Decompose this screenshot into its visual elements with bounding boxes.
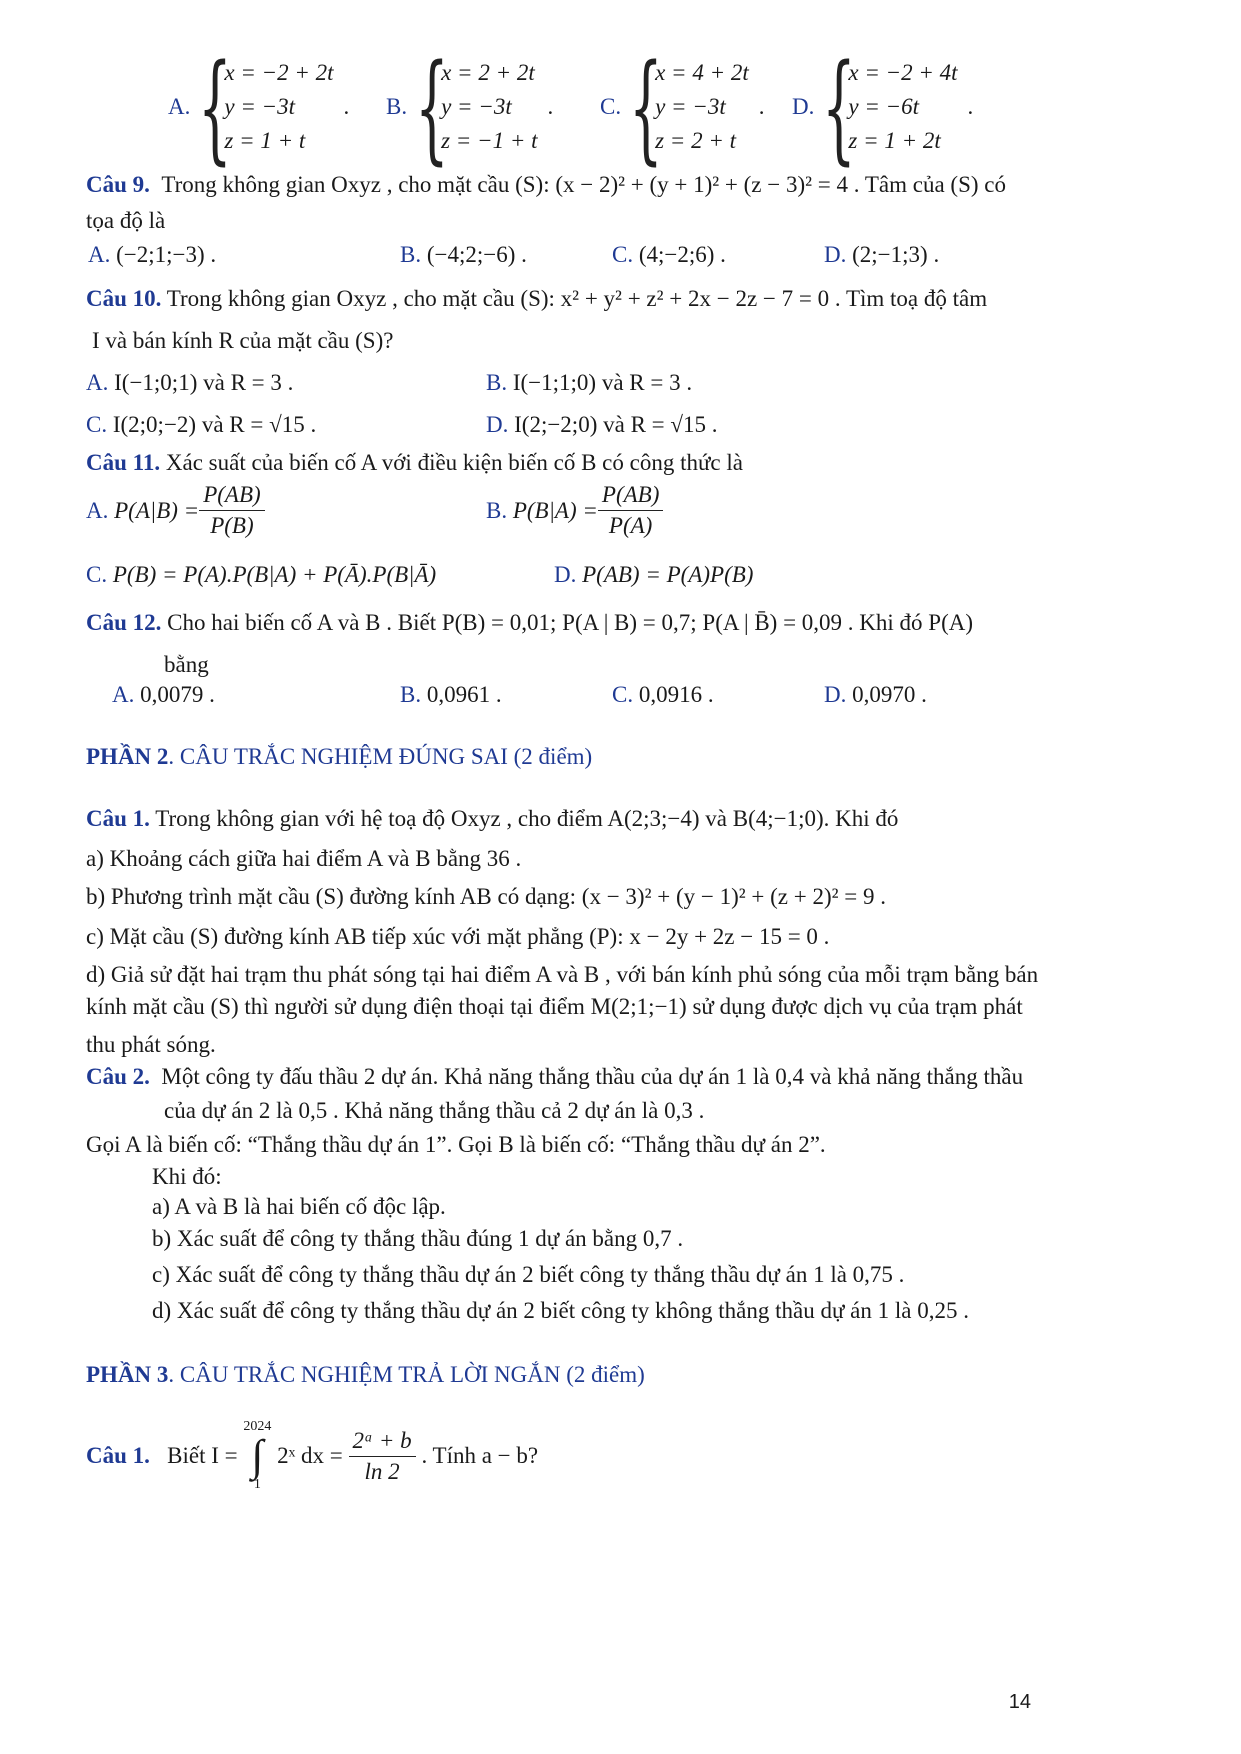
q9-stem: Câu 9. Trong không gian Oxyz , cho mặt cầu (S): (x − 2)² + (y + 1)² + (z − 3)² = 4 . Tâm của (S) có [86,172,1006,197]
q12-option-c: C. 0,0916 . [612,682,714,707]
p2q2-events: Gọi A là biến cố: “Thắng thầu dự án 1”. Gọi B là biến cố: “Thắng thầu dự án 2”. [86,1132,826,1157]
p2q2-b: b) Xác suất để công ty thắng thầu đúng 1 dự án bằng 0,7 . [152,1226,684,1251]
fraction: $\frac{P(AB)}{P(A)}$ [598,480,663,541]
p2q1-d-line2: kính mặt cầu (S) thì người sử dụng điện thoại tại điểm M(2;1;−1) sử dụng được dịch vụ của trạm phát [86,994,1023,1019]
q8-option-b: B. { x = 2 + 2t y = −3t z = −1 + t . [386,38,554,176]
p2q2-stem-cont: của dự án 2 là 0,5 . Khả năng thắng thầu cả 2 dự án là 0,3 . [164,1098,705,1123]
q9-option-c: C. (4;−2;6) . [612,242,726,267]
q10-stem: Câu 10. Trong không gian Oxyz , cho mặt cầu (S): x² + y² + z² + 2x − 2z − 7 = 0 . Tìm toạ độ tâm [86,286,988,311]
p2q1-d-line3: thu phát sóng. [86,1032,216,1057]
q11-stem: Câu 11. Xác suất của biến cố A với điều kiện biến cố B có công thức là [86,450,743,475]
p2q2-stem: Câu 2. Một công ty đấu thầu 2 dự án. Khả năng thắng thầu của dự án 1 là 0,4 và khả năng thắng thầu [86,1064,1024,1089]
q9-stem-cont: tọa độ là [86,208,166,233]
p2q2-d: d) Xác suất để công ty thắng thầu dự án 2 biết công ty không thắng thầu dự án 1 là 0,25 . [152,1298,969,1323]
p3q1-stem: Câu 1. Biết I = 2024 ∫ 1 2ˣ dx = $\frac{\text{2ᵃ + b}}{\ln 2}$ . Tính a − b? [86,1419,539,1492]
q8-option-c: C. { x = 4 + 2t y = −3t z = 2 + t . [600,38,765,176]
brace: { [629,38,663,176]
p2q2-c: c) Xác suất để công ty thắng thầu dự án 2 biết công ty thắng thầu dự án 1 là 0,75 . [152,1262,905,1287]
fraction: $\frac{\text{2ᵃ + b}}{\ln 2}$ [349,1426,416,1487]
q9-option-b: B. (−4;2;−6) . [400,242,527,267]
part3-heading: PHẦN 3. CÂU TRẮC NGHIỆM TRẢ LỜI NGẮN (2 điểm) [86,1362,645,1387]
q11-option-d: D. P(AB) = P(A)P(B) [554,562,754,587]
fraction: $\frac{P(AB)}{P(B)}$ [199,480,264,541]
q10-option-a: A. I(−1;0;1) và R = 3 . [86,370,294,395]
q12-option-a: A. 0,0079 . [112,682,215,707]
p2q2-a: a) A và B là hai biến cố độc lập. [152,1194,446,1219]
brace: { [822,38,857,176]
q9-option-d: D. (2;−1;3) . [824,242,940,267]
q8-option-d: D. { x = −2 + 4t y = −6t z = 1 + 2t . [792,38,974,176]
p2q2-khi-do: Khi đó: [152,1164,222,1189]
q11-option-c: C. P(B) = P(A).P(B|A) + P(Ā).P(B|Ā) [86,562,437,587]
q12-stem-cont: bằng [164,652,209,677]
q11-option-b: B. P(B|A) = $\frac{P(AB)}{P(A)}$ [486,480,663,541]
p2q1-d-line1: d) Giả sử đặt hai trạm thu phát sóng tại hai điểm A và B , với bán kính phủ sóng của mỗi trạm bằng bán [86,962,1039,987]
p2q1-a: a) Khoảng cách giữa hai điểm A và B bằng 36 . [86,846,522,871]
integral-sign: 2024 ∫ 1 [243,1419,272,1492]
p2q1-b: b) Phương trình mặt cầu (S) đường kính AB có dạng: (x − 3)² + (y − 1)² + (z + 2)² = 9 . [86,884,886,909]
brace: { [415,38,449,176]
q9-option-a: A. (−2;1;−3) . [88,242,217,267]
q12-option-b: B. 0,0961 . [400,682,502,707]
q10-stem-cont: I và bán kính R của mặt cầu (S)? [92,328,394,353]
q12-option-d: D. 0,0970 . [824,682,927,707]
page-number: 14 [1008,1691,1031,1713]
q11-option-a: A. P(A|B) = $\frac{P(AB)}{P(B)}$ [86,480,265,541]
q10-option-b: B. I(−1;1;0) và R = 3 . [486,370,693,395]
brace: { [198,38,233,176]
part2-heading: PHẦN 2. CÂU TRẮC NGHIỆM ĐÚNG SAI (2 điểm) [86,744,593,769]
q10-option-d: D. I(2;−2;0) và R = √15 . [486,412,718,437]
p2q1-c: c) Mặt cầu (S) đường kính AB tiếp xúc với mặt phẳng (P): x − 2y + 2z − 15 = 0 . [86,924,830,949]
q8-option-a: A. { x = −2 + 2t y = −3t z = 1 + t . [168,38,350,176]
q12-stem: Câu 12. Cho hai biến cố A và B . Biết P(B) = 0,01; P(A | B) = 0,7; P(A | B̄) = 0,09 . Khi đó P(A) [86,610,974,635]
p2q1-stem: Câu 1. Trong không gian với hệ toạ độ Oxyz , cho điểm A(2;3;−4) và B(4;−1;0). Khi đó [86,806,899,831]
q10-option-c: C. I(2;0;−2) và R = √15 . [86,412,317,437]
